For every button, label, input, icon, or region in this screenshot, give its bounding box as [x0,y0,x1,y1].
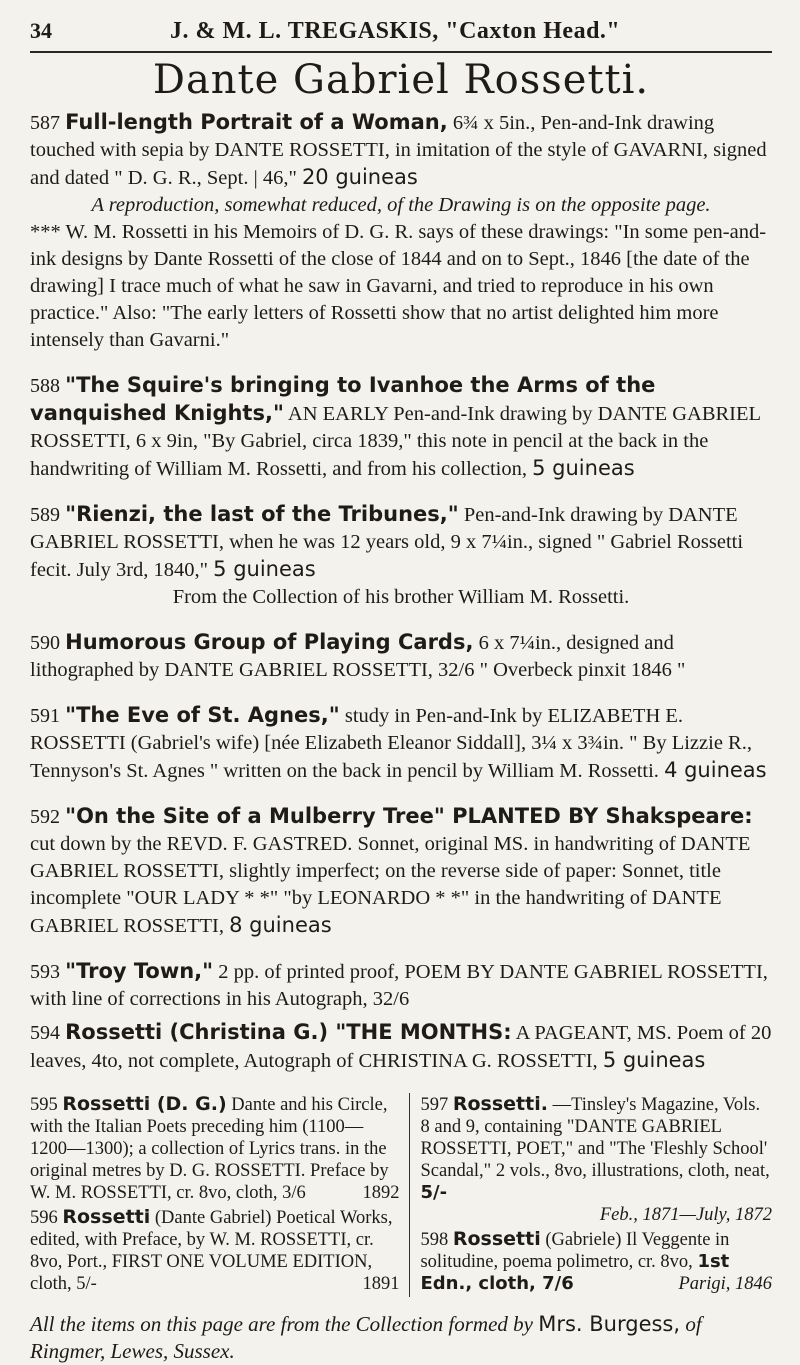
entry-price: 8 guineas [229,913,332,937]
catalogue-entry-591 [30,702,772,785]
right-column [410,1093,772,1297]
entry-number: 597 [420,1095,449,1115]
entry-description: study in Pen-and-Ink by ELIZABETH E. ROSSETTI (Gabriel's wife) [née Elizabeth Eleanor Siddall], 3¼ x 3¾in. " By Lizzie R., Tennyson's St. Agnes " written on the back in pencil by William M. Rossetti. [30,705,752,782]
entry-description: —Tinsley's Magazine, Vols. 8 and 9, containing "DANTE GABRIEL ROSSETTI, POET," and "The 'Fleshly School' Scandal," 2 vols., 8vo, illustrations, cloth, neat, [420,1095,770,1181]
entry-number: 598 [420,1230,449,1250]
entry-year: 1891 [362,1274,400,1294]
entry-description: cut down by the REVD. F. GASTRED. Sonnet, original MS. in handwriting of DANTE GABRIEL ROSSETTI, slightly imperfect; on the reverse side of paper: Sonnet, title incomplete "OUR LADY * *" "by LEONARDO * *" in the handwriting of DANTE GABRIEL ROSSETTI, [30,833,751,937]
entry-number: 589 [30,504,60,526]
entry-number: 596 [30,1208,58,1228]
entry-heading: Rossetti [452,1228,541,1250]
entry-number: 594 [30,1022,60,1044]
entry-footnote: *** W. M. Rossetti in his Memoirs of D. G. R. says of these drawings: "In some pen-and-ink designs by Dante Rossetti of the close of 1844 and on to Sept., 1846 [the date of the drawing] I trace much of what he saw in Gavarni, and tried to reproduce in his own practice." Also: "The early letters of Rossetti show that no artist delighted him more intensely than Gavarni." [30,221,767,351]
entry-description: AN EARLY Pen-and-Ink drawing by DANTE GABRIEL ROSSETTI, 6 x 9in, "By Gabriel, circa 1839," this note in pencil at the back in the handwriting of William M. Rossetti, and from his collection, [30,403,761,480]
entry-description: 6 x 7¼in., designed and lithographed by DANTE GABRIEL ROSSETTI, 32/6 " Overbeck pinxit 1846 " [30,632,686,681]
left-column [30,1093,410,1297]
entry-year: Parigi, 1846 [678,1274,772,1294]
collection-note-rest: of Ringmer, Lewes, Sussex. [30,1312,702,1363]
entry-description: (Gabriele) Il Veggente in solitudine, poema polimetro, cr. 8vo, [420,1230,730,1272]
running-head [30,18,772,53]
catalogue-entry-598 [420,1228,772,1295]
entry-description: 6¾ x 5in., Pen-and-Ink drawing touched with sepia by DANTE ROSSETTI, in imitation of the style of GAVARNI, signed and dated " D. G. R., Sept. | 46," [30,112,767,189]
entry-description: Pen-and-Ink drawing by DANTE GABRIEL ROSSETTI, when he was 12 years old, 9 x 7¼in., signed " Gabriel Rossetti fecit. July 3rd, 1840," [30,504,744,581]
section-title: Dante Gabriel Rossetti. [152,57,650,103]
entry-price: 5 guineas [532,456,635,480]
catalogue-entry-587 [30,109,772,354]
entry-number: 592 [30,806,60,828]
entry-description: (Dante Gabriel) Poetical Works, edited, with Preface, by W. M. ROSSETTI, cr. 8vo, Port., FIRST ONE VOLUME EDITION, cloth, 5/- [30,1208,393,1294]
entry-price: 5 guineas [213,557,316,581]
entry-heading: Rossetti [62,1206,151,1228]
collection-note [30,1311,772,1365]
entry-price: 4 guineas [664,758,767,782]
collection-note-text: All the items on this page are from the Collection formed by [30,1312,533,1336]
entry-heading: Rossetti (D. G.) [62,1093,227,1115]
entry-number: 588 [30,375,60,397]
entry-heading: Rossetti (Christina G.) "THE MONTHS: [65,1020,512,1044]
entry-number: 587 [30,112,60,134]
entry-heading: "On the Site of a Mulberry Tree" PLANTED BY Shakspeare: [65,804,753,828]
entry-heading: "Troy Town," [65,959,214,983]
entry-description: A PAGEANT, MS. Poem of 20 leaves, 4to, not complete, Autograph of CHRISTINA G. ROSSETTI, [30,1022,772,1072]
catalogue-entry-590 [30,629,772,684]
firm-name: J. & M. L. TREGASKIS, "Caxton Head." [170,18,621,44]
catalogue-entry-592 [30,803,772,940]
entry-year: Feb., 1871—July, 1872 [599,1205,772,1225]
catalogue-entry-589 [30,501,772,611]
entry-heading: Rossetti. [452,1093,548,1115]
collector-name: Mrs. Burgess, [538,1312,681,1336]
catalogue-entry-593 [30,958,772,1013]
catalogue-entry-597 [420,1093,772,1226]
entry-price: 1st Edn., cloth, 7/6 [420,1251,730,1294]
entry-reproduction-note: A reproduction, somewhat reduced, of the Drawing is on the opposite page. [91,194,711,216]
entry-number: 595 [30,1095,58,1115]
entry-price: 5/- [420,1182,448,1203]
entry-heading: "Rienzi, the last of the Tribunes," [65,502,459,526]
entry-number: 590 [30,632,60,654]
catalogue-entry-595 [30,1093,399,1204]
entry-heading: "The Squire's bringing to Ivanhoe the Arms of the vanquished Knights," [30,373,656,425]
entry-year: 1892 [362,1183,400,1203]
catalogue-entry-596 [30,1206,399,1295]
entry-heading: Full-length Portrait of a Woman, [65,110,448,134]
entry-description: 2 pp. of printed proof, POEM BY DANTE GABRIEL ROSSETTI, with line of corrections in his Autograph, 32/6 [30,961,768,1010]
entry-heading: "The Eve of St. Agnes," [65,703,340,727]
entry-number: 591 [30,705,60,727]
entry-price: 20 guineas [301,165,418,189]
page-number: 34 [30,18,52,43]
entry-price: 5 guineas [602,1048,706,1072]
catalogue-page [30,18,772,1365]
entry-provenance: From the Collection of his brother William M. Rossetti. [172,586,630,608]
catalogue-entry-594 [30,1019,772,1075]
catalogue-entry-588 [30,372,772,483]
entry-heading: Humorous Group of Playing Cards, [65,630,474,654]
two-column-section [30,1093,772,1297]
entry-number: 593 [30,961,60,983]
entry-description: Dante and his Circle, with the Italian Poets preceding him (1100—1200—1300); a collection of Lyrics trans. in the original metres by D. G. ROSSETTI. Preface by W. M. ROSSETTI, cr. 8vo, cloth, 3/6 [30,1095,389,1203]
